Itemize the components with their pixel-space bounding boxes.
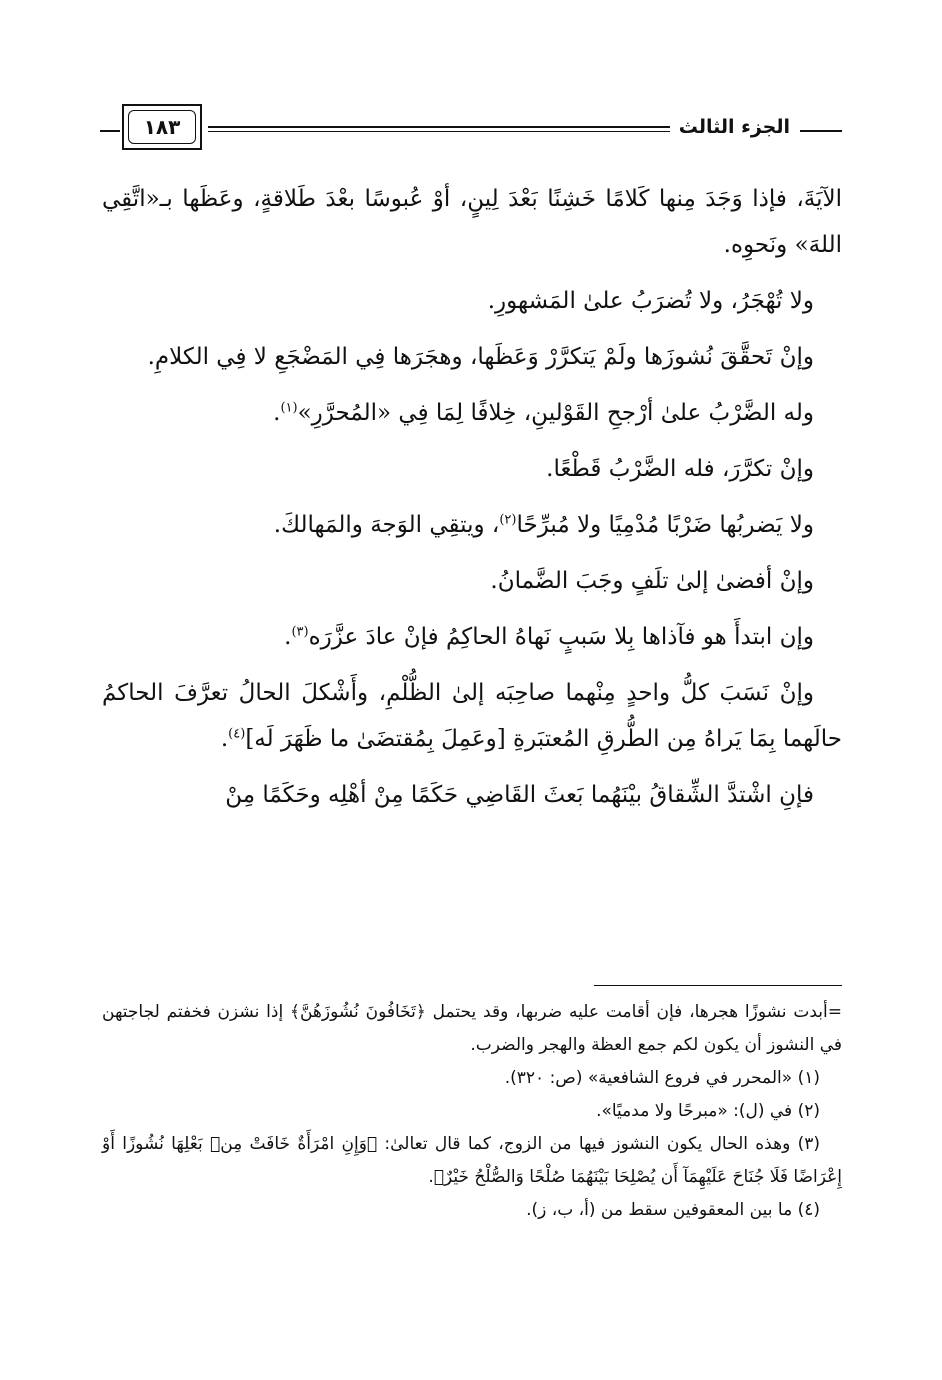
paragraph-6-text-b: ، ويتقِي الوَجهَ والمَهالكَ. xyxy=(273,512,500,538)
paragraph-8-text-b: . xyxy=(284,624,292,650)
running-header xyxy=(100,104,842,152)
footnote-4: (٤) ما بين المعقوفين سقط من (أ، ب، ز). xyxy=(526,1200,820,1220)
paragraph-4 xyxy=(102,390,842,436)
paragraph-5: وإنْ تكرَّرَ، فله الضَّرْبُ قَطْعًا. xyxy=(546,456,814,482)
main-text xyxy=(102,176,842,828)
footnote-3: (٣) وهذه الحال يكون النشوز فيها من الزوج، كما قال تعالىٰ: ﴿وَإِنِ امْرَأَةٌ خَافَتْ مِنۢ بَعْلِهَا نُشُوزًا أَوْ إِعْرَاضًا فَلَا جُنَاحَ عَلَيْهِمَآ أَن يُصْلِحَا بَيْنَهُمَا صُلْحًا وَالصُّلْحُ خَيْرٌ﴾. xyxy=(102,1134,842,1187)
footnote-separator xyxy=(594,985,842,986)
footnote-continuation: =أبدت نشوزًا هجرها، فإن أقامت عليه ضربها، وقد يحتمل ﴿تَخَافُونَ نُشُوزَهُنَّ﴾ إذا نشزن فخفتم لجاجتهن في النشوز أن يكون لكم جمع العظة والهجر والضرب. xyxy=(102,1002,842,1055)
header-rule-short-right xyxy=(800,130,842,132)
footnotes xyxy=(102,996,842,1227)
footnote-ref-2: (٢) xyxy=(499,512,517,528)
paragraph-8-text-a: وإن ابتدأَ هو فآذاها بِلا سَببٍ نَهاهُ الحاكِمُ فإنْ عادَ عزَّرَه xyxy=(308,624,814,650)
header-rule xyxy=(208,126,670,128)
paragraph-9-text-b: . xyxy=(220,726,229,752)
paragraph-3: وإنْ تَحقَّقَ نُشوزَها ولَمْ يَتكرَّرْ وَعَظَها، وهجَرَها فِي المَضْجَعِ لا فِي الكلامِ. xyxy=(147,344,814,370)
paragraph-2: ولا تُهْجَرُ، ولا تُضرَبُ علىٰ المَشهورِ. xyxy=(487,288,814,314)
footnote-ref-1: (١) xyxy=(280,400,298,416)
header-rule-short-left xyxy=(100,130,120,132)
footnote-2: (٢) في (ل): «مبرحًا ولا مدميًا». xyxy=(596,1101,820,1121)
page-number: ١٨٣ xyxy=(128,110,196,144)
paragraph-9 xyxy=(102,670,842,762)
paragraph-7: وإنْ أفضىٰ إلىٰ تلَفٍ وجَبَ الضَّمانُ. xyxy=(490,568,814,594)
paragraph-6-text-a: ولا يَضربُها ضَرْبًا مُدْمِيًا ولا مُبرِّحًا xyxy=(516,512,814,538)
paragraph-4-text: وله الضَّرْبُ علىٰ أرْجحِ القَوْلينِ، خِلافًا لِمَا فِي «المُحرَّرِ» xyxy=(297,400,814,426)
paragraph-4-end: . xyxy=(273,400,281,426)
paragraph-9-text-a: وإنْ نَسَبَ كلُّ واحدٍ مِنْهما صاحِبَه إلىٰ الظُّلْمِ، وأَشْكلَ الحالُ تعرَّفَ الحاكمُ حالَهما بِمَا يَراهُ مِن الطُّرقِ المُعتبَرةِ [وعَمِلَ بِمُقتضَىٰ ما ظَهَرَ لَه] xyxy=(102,680,842,752)
footnote-ref-3: (٣) xyxy=(291,624,309,640)
footnote-ref-4: (٤) xyxy=(228,726,246,742)
paragraph-6 xyxy=(102,502,842,548)
paragraph-8 xyxy=(102,614,842,660)
footnote-1: (١) «المحرر في فروع الشافعية» (ص: ٣٢٠). xyxy=(504,1068,820,1088)
header-rule-thin xyxy=(208,131,670,132)
page-number-frame xyxy=(122,104,202,150)
paragraph-10: فإنِ اشْتدَّ الشِّقاقُ بيْنَهُما بَعثَ القَاضِي حَكَمًا مِنْ أهْلِه وحَكَمًا مِنْ xyxy=(225,782,814,808)
part-title: الجزء الثالث xyxy=(678,116,790,138)
paragraph-1: الآيَةَ، فإذا وَجَدَ مِنها كَلامًا خَشِنًا بَعْدَ لِينٍ، أوْ عُبوسًا بعْدَ طَلاقةٍ، وعَظَها بـ«اتَّقِي اللهَ» ونَحوِه. xyxy=(102,186,842,258)
